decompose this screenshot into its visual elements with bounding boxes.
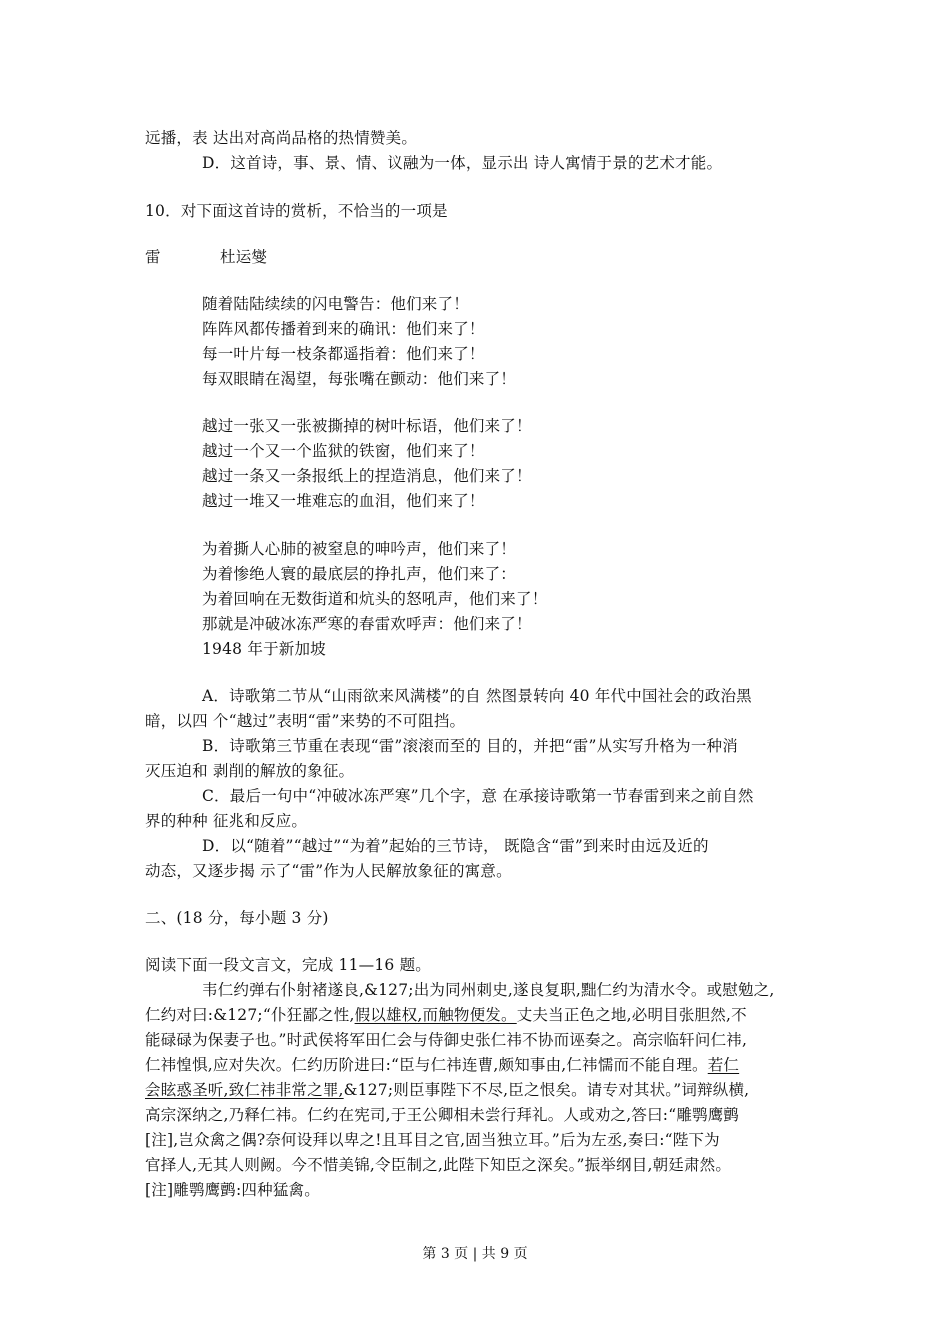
poem-date: 1948 年于新加坡: [202, 640, 326, 658]
passage-text: 仁约对曰:&127;“仆狂鄙之性,: [145, 1006, 355, 1024]
poem-author: 杜运燮: [220, 248, 268, 266]
passage-line: [145, 1005, 747, 1025]
poem-line: 越过一堆又一堆难忘的血泪，他们来了！: [202, 492, 485, 510]
poem-line: 为着撕人心肺的被窒息的呻吟声，他们来了！: [202, 540, 517, 558]
option-c-cont: 界的种种 征兆和反应。: [145, 812, 308, 830]
option-b: B．诗歌第三节重在表现“雷”滚滚而至的 目的，并把“雷”从实写升格为一种消: [202, 737, 738, 755]
passage-text: 仁祎惶惧,应对失次。仁约历阶进曰:“臣与仁祎连曹,颇知事由,仁祎懦而不能自理。: [145, 1056, 708, 1074]
underlined-text: 假以雄权,而触物便发。: [354, 1006, 517, 1024]
option-b-cont: 灭压迫和 剥削的解放的象征。: [145, 762, 355, 780]
poem-line: 每一叶片每一枝条都遥指着：他们来了！: [202, 345, 485, 363]
poem-line: 为着惨绝人寰的最底层的挣扎声，他们来了：: [202, 565, 517, 583]
option-c: C．最后一句中“冲破冰冻严寒”几个字，意 在承接诗歌第一节春雷到来之前自然: [202, 787, 754, 805]
option-a: A．诗歌第二节从“山雨欲来风满楼”的自 然图景转向 40 年代中国社会的政治黑: [202, 687, 752, 705]
section-2-intro: 阅读下面一段文言文，完成 11—16 题。: [145, 956, 432, 974]
prev-line-1: 远播，表 达出对高尚品格的热情赞美。: [145, 129, 418, 147]
poem-line: 阵阵风都传播着到来的确讯：他们来了！: [202, 320, 485, 338]
passage-line: [145, 1080, 749, 1100]
passage-line: 韦仁约弹右仆射褚遂良,&127;出为同州刺史,遂良复职,黜仁约为清水令。或慰勉之,: [202, 981, 775, 999]
poem-line: 为着回响在无数街道和炕头的怒吼声，他们来了！: [202, 590, 548, 608]
passage-line: 能碌碌为保妻子也。”时武侯将军田仁会与侍御史张仁祎不协而诬奏之。高宗临轩问仁祎,: [145, 1031, 748, 1049]
poem-line: 那就是冲破冰冻严寒的春雷欢呼声：他们来了！: [202, 615, 532, 633]
poem-line: 随着陆陆续续的闪电警告：他们来了！: [202, 295, 469, 313]
option-a-cont: 暗，以四 个“越过”表明“雷”来势的不可阻挡。: [145, 712, 466, 730]
poem-line: 越过一张又一张被撕掉的树叶标语，他们来了！: [202, 417, 532, 435]
section-2-heading: 二、(18 分，每小题 3 分): [145, 909, 329, 927]
passage-text: 丈夫当正色之地,必明目张胆然,不: [516, 1006, 747, 1024]
poem-title: 雷: [145, 248, 161, 266]
underlined-text: 会眩惑圣听,致仁祎非常之罪,: [145, 1081, 344, 1099]
passage-note: [注]雕鹗鹰鹯:四种猛禽。: [145, 1181, 320, 1199]
question-10-stem: 10．对下面这首诗的赏析，不恰当的一项是: [145, 202, 448, 220]
option-d-cont: 动态，又逐步揭 示了“雷”作为人民解放象征的寓意。: [145, 862, 512, 880]
poem-line: 每双眼睛在渴望，每张嘴在颤动：他们来了！: [202, 370, 517, 388]
underlined-text: 若仁: [707, 1056, 740, 1074]
poem-line: 越过一个又一个监狱的铁窗，他们来了！: [202, 442, 485, 460]
passage-line: 高宗深纳之,乃释仁祎。仁约在宪司,于王公卿相未尝行拜礼。人或劝之,答曰:“雕鹗鹰鹯: [145, 1106, 740, 1124]
option-d: D．以“随着”“越过”“为着”起始的三节诗， 既隐含“雷”到来时由远及近的: [202, 837, 709, 855]
passage-line: [注],岂众禽之偶?奈何设拜以卑之!且耳目之官,固当独立耳。”后为左丞,奏曰:“陛下为: [145, 1131, 720, 1149]
prev-option-d: D．这首诗，事、景、情、议融为一体，显示出 诗人寓情于景的艺术才能。: [202, 154, 723, 172]
page-footer: 第 3 页 | 共 9 页: [422, 1246, 528, 1262]
poem-line: 越过一条又一条报纸上的捏造消息，他们来了！: [202, 467, 532, 485]
passage-text: &127;则臣事陛下不尽,臣之恨矣。请专对其状。”词辩纵横,: [343, 1081, 750, 1099]
passage-line: [145, 1055, 739, 1075]
passage-line: 官择人,无其人则阙。今不惜美锦,令臣制之,此陛下知臣之深矣。”振举纲目,朝廷肃然。: [145, 1156, 732, 1174]
